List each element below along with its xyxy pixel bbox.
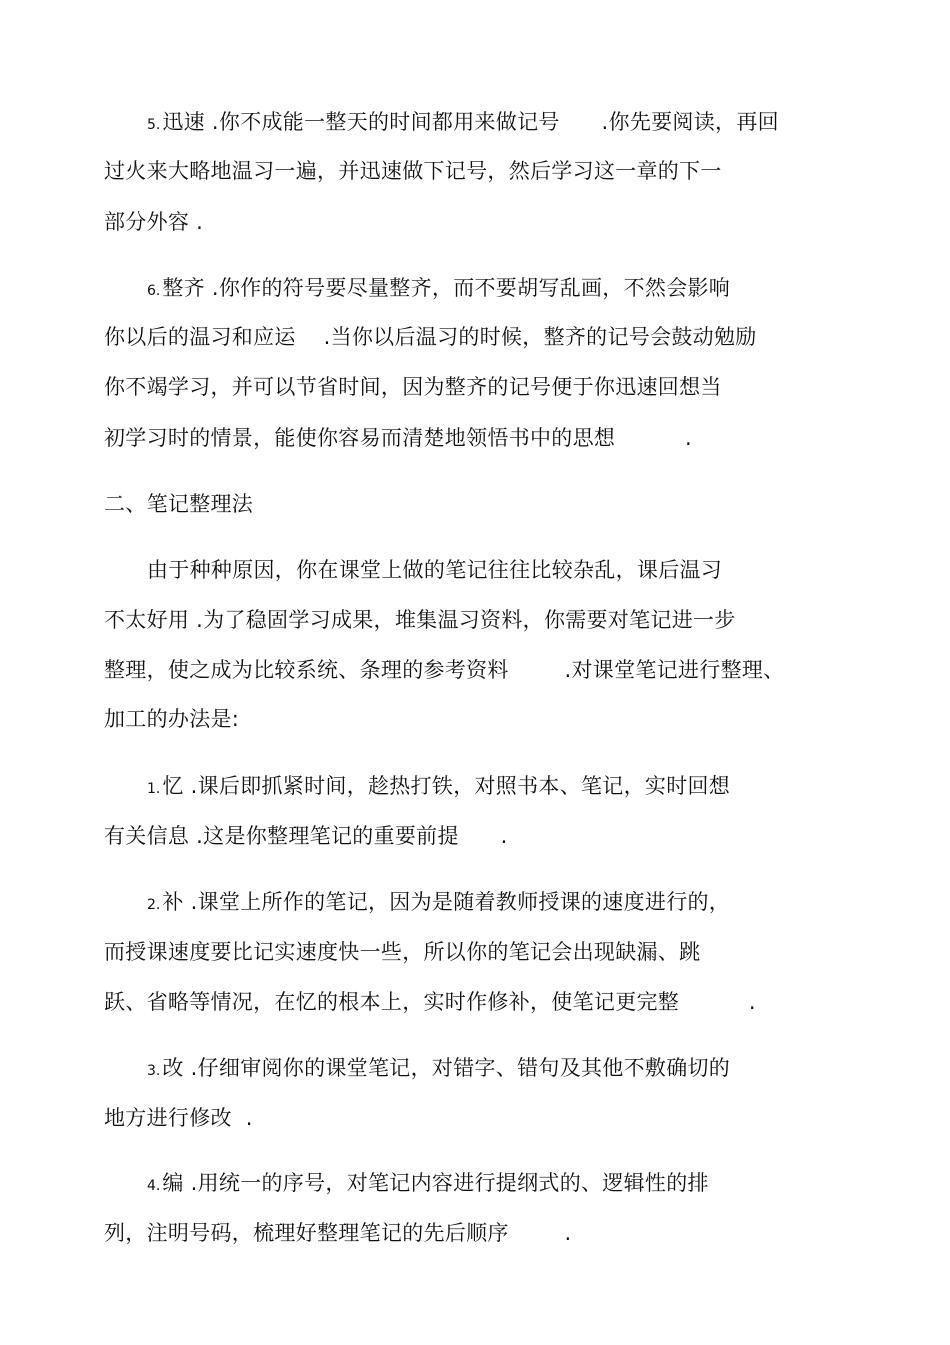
item5-line3: 部分外容 . — [104, 210, 204, 234]
step1-line1: 1.忆 .课后即抓紧时间，趁热打铁，对照书本、笔记，实时回想 — [147, 774, 731, 798]
item5-number: 5. — [147, 117, 161, 133]
item6-line2: 你以后的温习和应运 .当你以后温习的时候，整齐的记号会鼓动勉励 — [104, 325, 757, 349]
intro-line2: 不太好用 .为了稳固学习成果，堆集温习资料，你需要对笔记进一步 — [104, 608, 736, 632]
item6-line3: 你不竭学习，并可以节省时间，因为整齐的记号便于你迅速回想当 — [104, 375, 722, 399]
item5-line2: 过火来大略地温习一遍，并迅速做下记号，然后学习这一章的下一 — [104, 159, 722, 183]
intro-line3: 整理，使之成为比较系统、条理的参考资料 .对课堂笔记进行整理、 — [104, 658, 785, 682]
item6-number: 6. — [147, 283, 161, 299]
intro-line4: 加工的办法是: — [104, 707, 240, 731]
step4-line1: 4.编 .用统一的序号，对笔记内容进行提纲式的、逻辑性的排 — [147, 1171, 709, 1195]
step4-line2: 列，注明号码，梳理好整理笔记的先后顺序 . — [104, 1221, 572, 1245]
step2-line1: 2.补 .课堂上所作的笔记，因为是随着教师授课的速度进行的， — [147, 890, 731, 914]
step3-number: 3. — [147, 1063, 161, 1079]
step1-number: 1. — [147, 781, 161, 797]
item5-line1: 5.迅速 .你不成能一整天的时间都用来做记号 .你先要阅读，再回 — [147, 110, 779, 134]
item6-line1: 6.整齐 .你作的符号要尽量整齐，而不要胡写乱画，不然会影响 — [147, 276, 731, 300]
intro-line1: 由于种种原因，你在课堂上做的笔记往往比较杂乱，课后温习 — [147, 558, 723, 582]
step3-line1: 3.改 .仔细审阅你的课堂笔记，对错字、错句及其他不敷确切的 — [147, 1056, 731, 1080]
section-heading: 二、笔记整理法 — [104, 492, 254, 516]
step2-number: 2. — [147, 897, 161, 913]
step1-line2: 有关信息 .这是你整理笔记的重要前提 . — [104, 824, 508, 848]
item6-line4: 初学习时的情景，能使你容易而清楚地领悟书中的思想 . — [104, 426, 692, 450]
step4-number: 4. — [147, 1178, 161, 1194]
step2-line2: 而授课速度要比记实速度快一些，所以你的笔记会出现缺漏、跳 — [104, 940, 701, 964]
step3-line2: 地方进行修改 . — [104, 1106, 253, 1130]
step2-line3: 跃、省略等情况，在忆的根本上，实时作修补，使笔记更完整 . — [104, 990, 756, 1014]
